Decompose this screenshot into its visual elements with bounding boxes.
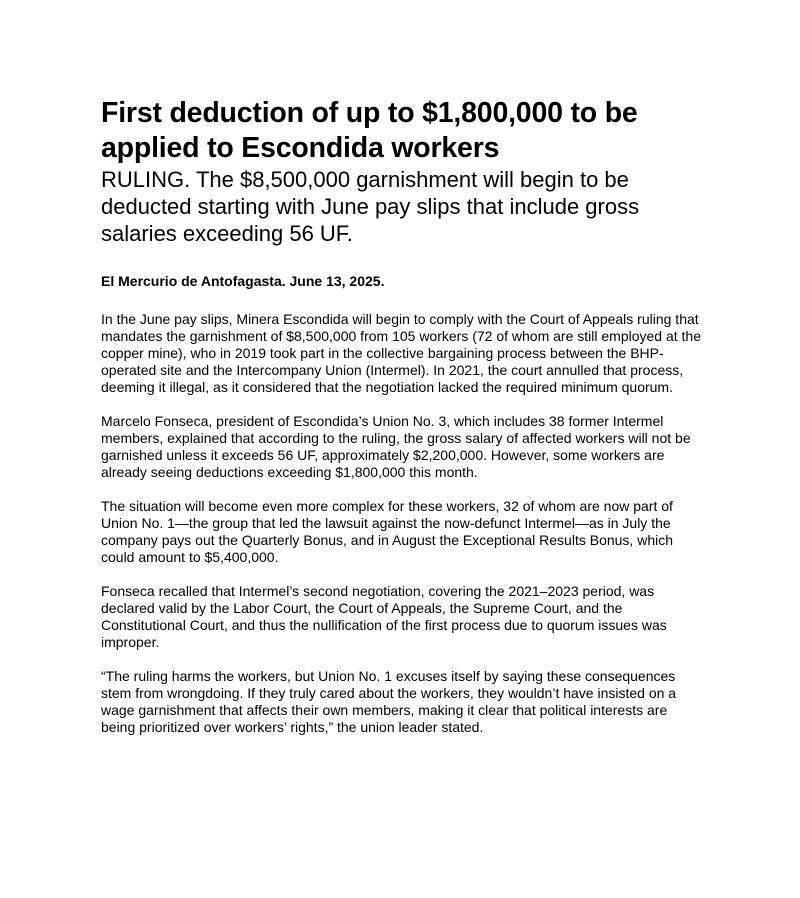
paragraph-1: In the June pay slips, Minera Escondida will begin to comply with the Court of Appeals ruling that mandates the garnishment of $8,500,000 from 105 workers (72 of whom are still employed at the copper mine), who in 2019 took part in the collective bargaining process between the BHP-operated site and the Intercompany Union (Intermel). In 2021, the court annulled that process, deeming it illegal, as it considered that the negotiation lacked the required minimum quorum. [101,311,701,395]
paragraph-4: Fonseca recalled that Intermel’s second negotiation, covering the 2021–2023 period, was declared valid by the Labor Court, the Court of Appeals, the Supreme Court, and the Constitutional Court, and thus the nullification of the first process due to quorum issues was improper. [101,583,667,650]
headline: First deduction of up to $1,800,000 to be applied to Escondida workers [101,97,638,164]
paragraph-2: Marcelo Fonseca, president of Escondida’s Union No. 3, which includes 38 former Intermel members, explained that according to the ruling, the gross salary of affected workers will not be garnished unless it exceeds 56 UF, approximately $2,200,000. However, some workers are already seeing deductions exceeding $1,800,000 this month. [101,413,691,480]
paragraph-5: “The ruling harms the workers, but Union No. 1 excuses itself by saying these consequences stem from wrongdoing. If they truly cared about the workers, they wouldn’t have insisted on a wage garnishment that affects their own members, making it clear that political interests are being prioritized over workers’ rights,” the union leader stated. [101,668,677,735]
byline: El Mercurio de Antofagasta. June 13, 2025. [101,273,385,289]
article [101,96,701,736]
subheadline: RULING. The $8,500,000 garnishment will begin to be deducted starting with June pay slips that include gross salaries exceeding 56 UF. [101,167,640,246]
paragraph-3: The situation will become even more complex for these workers, 32 of whom are now part of Union No. 1—the group that led the lawsuit against the now-defunct Intermel—as in July the company pays out the Quarterly Bonus, and in August the Exceptional Results Bonus, which could amount to $5,400,000. [101,498,673,565]
